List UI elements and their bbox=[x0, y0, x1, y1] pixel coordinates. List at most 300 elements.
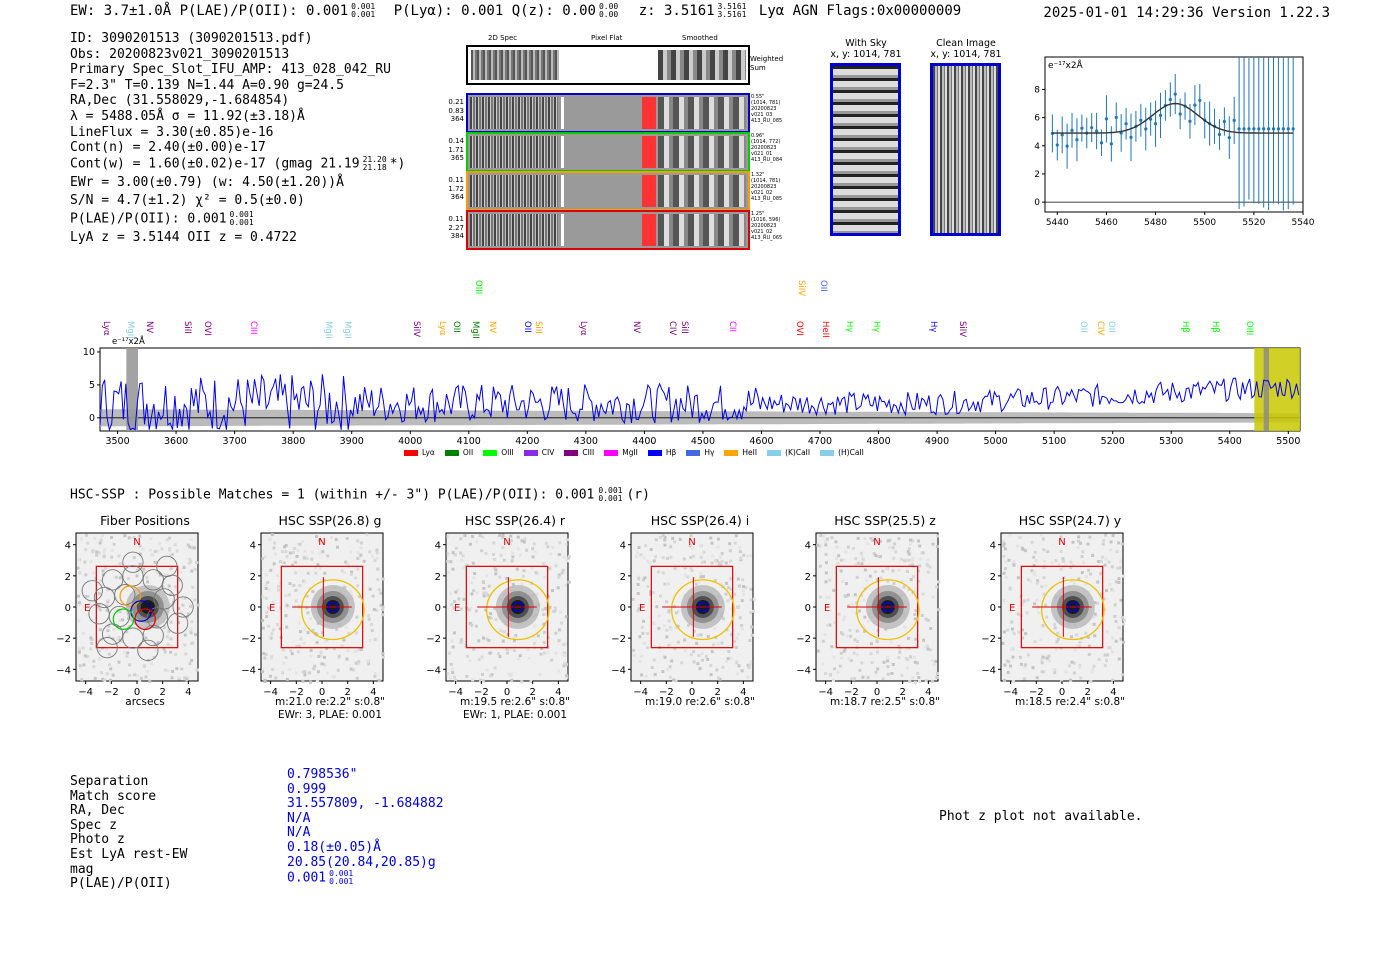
hsc-title bbox=[70, 487, 650, 503]
cutout-info: 20200823 bbox=[751, 106, 777, 112]
hsc-panel-caption-5: m:18.7 re:2.5" s:0.8" bbox=[830, 696, 940, 708]
hsc-panel-caption-2: m:21.0 re:2.2" s:0.8" bbox=[275, 696, 385, 708]
hsc-ytick: −4 bbox=[241, 665, 256, 677]
legend-item bbox=[604, 448, 638, 457]
info-plae: P(LAE)/P(OII): 0.001 bbox=[70, 211, 227, 227]
line-label-text: OII bbox=[1106, 321, 1116, 333]
with-sky-image bbox=[830, 63, 901, 236]
header-plya-qz: P(Lyα): 0.001 Q(z): 0.00 bbox=[393, 3, 596, 19]
cutout-gap-4 bbox=[561, 214, 564, 246]
hsc-panel-6 bbox=[975, 530, 1135, 710]
hsc-ytick: −2 bbox=[981, 634, 996, 646]
line-label-text: SiIV bbox=[796, 280, 806, 297]
line-label-text: SiIV bbox=[411, 321, 421, 338]
line-label-text: SiII bbox=[182, 321, 192, 334]
hsc-xtick: −2 bbox=[658, 687, 674, 698]
spectrum-xtick: 3900 bbox=[339, 436, 364, 447]
line-label-text: CIII bbox=[248, 321, 258, 335]
hsc-ytick: −4 bbox=[981, 665, 996, 677]
line-label-text: OIII bbox=[1244, 321, 1254, 336]
hsc-xtick: −4 bbox=[818, 687, 834, 698]
cutout-smoothed-4 bbox=[658, 214, 746, 246]
legend-item bbox=[686, 448, 714, 457]
legend-label: (K)CaII bbox=[785, 448, 811, 457]
match-label: RA, Dec bbox=[70, 803, 125, 819]
fit-ytick: 0 bbox=[1034, 198, 1040, 209]
hsc-ytick: 4 bbox=[434, 540, 441, 552]
spectrum-xtick: 4900 bbox=[924, 436, 950, 447]
cutout-info: 413_RU_085 bbox=[751, 118, 783, 124]
hsc-title-bounds bbox=[598, 487, 622, 503]
line-label-text: OVI bbox=[794, 321, 804, 336]
legend-label: CIV bbox=[541, 448, 555, 457]
legend-swatch bbox=[724, 450, 738, 456]
info-id: ID: 3090201513 (3090201513.pdf) bbox=[70, 31, 313, 46]
hsc-xtick: 2 bbox=[529, 687, 536, 698]
line-label-text: MgII bbox=[470, 321, 480, 339]
spectrum-xtick: 5300 bbox=[1159, 436, 1184, 447]
hsc-xtick: −4 bbox=[1003, 687, 1019, 698]
spectrum-xtick: 4300 bbox=[573, 436, 598, 447]
spectrum-ytick: 5 bbox=[88, 379, 95, 391]
hsc-xtick: 4 bbox=[740, 687, 747, 698]
clean-image-coords: x, y: 1014, 781 bbox=[930, 49, 1002, 60]
header-qz-bounds bbox=[599, 3, 618, 19]
cutout-info: (1014, 781) bbox=[751, 100, 781, 106]
qz-lo: 0.00 bbox=[598, 10, 619, 19]
spectrum-ylabel: e⁻¹⁷x2Å bbox=[112, 337, 145, 347]
line-label bbox=[818, 280, 830, 316]
hsc-title-text: HSC-SSP : Possible Matches = 1 (within +/- 3") P(LAE)/P(OII): 0.001 bbox=[70, 487, 595, 503]
header-plae-bounds bbox=[351, 3, 375, 19]
detection-info bbox=[70, 31, 405, 245]
hsc-ytick: 0 bbox=[989, 603, 996, 614]
line-label-text: SiII bbox=[679, 321, 689, 334]
hsc-xtick: −2 bbox=[103, 687, 119, 698]
hsc-ytick: −2 bbox=[796, 634, 811, 646]
match-label: Spec z bbox=[70, 817, 117, 833]
hsc-xtick: 4 bbox=[555, 687, 562, 698]
info-primary: Primary Spec_Slot_IFU_AMP: 413_028_042_RU bbox=[70, 62, 391, 78]
hsc-xtick: 0 bbox=[1058, 687, 1066, 698]
line-label-text: SiII bbox=[533, 321, 543, 334]
hsc-ytick: 0 bbox=[619, 603, 626, 614]
weighted-sum-label: Weighted Sum bbox=[750, 55, 784, 72]
cutout-row-4 bbox=[466, 210, 750, 250]
cutout-gap-1 bbox=[561, 97, 564, 129]
header-datetime: 2025-01-01 14:29:36 Version 1.22.3 bbox=[1043, 5, 1330, 21]
spectrum-xtick: 5400 bbox=[1217, 436, 1242, 447]
hsc-xtick: 4 bbox=[1110, 687, 1117, 698]
fit-ytick: 2 bbox=[1034, 169, 1040, 180]
cutout-right-info-3 bbox=[751, 172, 796, 202]
cutout-gap-2 bbox=[561, 136, 564, 168]
hsc-ytick: 0 bbox=[64, 603, 71, 614]
info-sn: S/N = 4.7(±1.2) χ² = 0.5(±0.0) bbox=[70, 192, 305, 208]
cutout-info: 0.55" bbox=[751, 94, 765, 100]
cutout-2dspec-1 bbox=[470, 97, 558, 129]
with-sky-coords: x, y: 1014, 781 bbox=[830, 49, 902, 60]
hsc-ytick: −2 bbox=[241, 634, 256, 646]
north-label: N bbox=[688, 537, 696, 548]
spectrum-legend bbox=[404, 448, 874, 457]
info-fwhm: F=2.3" T=0.139 N=1.44 A=0.90 g=24.5 bbox=[70, 77, 344, 93]
cutout-stat: 384 bbox=[450, 232, 464, 240]
legend-item bbox=[445, 448, 473, 457]
hsc-ytick: 2 bbox=[249, 571, 256, 583]
cutout-flat-mask-4 bbox=[642, 214, 656, 246]
cutout-info: v021_02 bbox=[751, 190, 773, 196]
legend-swatch bbox=[686, 450, 700, 456]
clean-image-header bbox=[926, 38, 1006, 60]
hsc-ytick: 4 bbox=[249, 540, 256, 552]
hsc-ytick: 0 bbox=[249, 603, 256, 614]
line-label bbox=[796, 280, 808, 316]
fit-ytick: 8 bbox=[1034, 85, 1040, 96]
hsc-xtick: 2 bbox=[714, 687, 721, 698]
fit-plot-ylabel: e⁻¹⁷x2Å bbox=[1048, 61, 1083, 71]
hsc-panel-title-2: HSC SSP(26.8) g bbox=[278, 513, 382, 528]
cutout-right-info-2 bbox=[751, 133, 796, 163]
cutout-info: (1014, 781) bbox=[751, 178, 781, 184]
fit-xtick: 5480 bbox=[1144, 218, 1168, 228]
match-plae-hi: 0.001 bbox=[329, 869, 354, 879]
fit-ytick: 6 bbox=[1034, 113, 1040, 124]
spectrum-xtick: 3600 bbox=[164, 436, 189, 447]
legend-label: OIII bbox=[501, 448, 514, 457]
plae-lo: 0.001 bbox=[351, 10, 376, 19]
line-label-text: Hγ bbox=[871, 321, 881, 333]
hsc-xtick: −4 bbox=[633, 687, 649, 698]
hsc-xtick: −4 bbox=[78, 687, 94, 698]
spectrum-xtick: 4400 bbox=[632, 436, 657, 447]
match-value: 20.85(20.84,20.85)g bbox=[287, 854, 436, 870]
match-value: 31.557809, -1.684882 bbox=[287, 796, 444, 812]
cutout-panel bbox=[448, 33, 784, 255]
z-hi: 3.5161 bbox=[717, 2, 747, 11]
cutout-info: 413_RU_065 bbox=[751, 235, 783, 241]
cutout-info: v021_01 bbox=[751, 151, 773, 157]
info-ewr: EWr = 3.00(±0.79) (w: 4.50(±1.20))Å bbox=[70, 174, 344, 190]
hsc-ytick: 2 bbox=[989, 571, 996, 583]
fit-xtick: 5500 bbox=[1193, 218, 1217, 228]
cutout-info: 20200823 bbox=[751, 223, 777, 229]
north-label: N bbox=[503, 537, 511, 548]
legend-swatch bbox=[445, 450, 459, 456]
line-label-text: Lyα bbox=[101, 321, 111, 336]
hsc-xtick: −4 bbox=[263, 687, 279, 698]
cutout-info: 413_RU_085 bbox=[751, 196, 783, 202]
plae-hi: 0.001 bbox=[351, 2, 376, 11]
legend-item bbox=[483, 448, 514, 457]
east-label: E bbox=[269, 603, 276, 614]
spectrum-xtick: 5200 bbox=[1100, 436, 1125, 447]
cutout-flat-mask-2 bbox=[642, 136, 656, 168]
cutout-info: 413_RU_084 bbox=[751, 157, 783, 163]
legend-label: HeII bbox=[742, 448, 758, 457]
hsc-ytick: 4 bbox=[989, 540, 996, 552]
cutout-info: v021_03 bbox=[751, 112, 773, 118]
info-lineflux: LineFlux = 3.30(±0.85)e-16 bbox=[70, 124, 274, 140]
legend-label: Hβ bbox=[665, 448, 677, 457]
legend-swatch bbox=[524, 450, 538, 456]
cutout-stat: 364 bbox=[450, 193, 464, 201]
line-label-text: OII bbox=[451, 321, 461, 333]
cutout-stat: 365 bbox=[450, 154, 464, 162]
legend-item bbox=[820, 448, 864, 457]
line-label-text: NV bbox=[487, 321, 497, 334]
full-spectrum-plot bbox=[70, 338, 1310, 463]
header-summary bbox=[70, 3, 961, 19]
cutout-left-stats-2 bbox=[444, 137, 464, 163]
hsc-panel-title-4: HSC SSP(26.4) i bbox=[650, 513, 750, 528]
qz-hi: 0.00 bbox=[598, 2, 619, 11]
match-value: 0.798536" bbox=[287, 767, 358, 782]
cutout-stat: 2.27 bbox=[448, 223, 464, 232]
legend-label: Hγ bbox=[704, 448, 715, 457]
line-label-text: CIV bbox=[667, 321, 677, 336]
legend-label: MgII bbox=[622, 448, 638, 457]
match-table-values bbox=[287, 768, 444, 886]
info-contn: Cont(n) = 2.40(±0.00)e-17 bbox=[70, 140, 266, 156]
cutout-flat-mask-1 bbox=[642, 97, 656, 129]
spectrum-xtick: 3500 bbox=[105, 436, 130, 447]
legend-label: OII bbox=[462, 448, 474, 457]
info-contw-row bbox=[70, 156, 405, 175]
hsc-xtick: −2 bbox=[843, 687, 859, 698]
hsc-panel-title-3: HSC SSP(26.4) r bbox=[464, 513, 566, 528]
cutout-stat: 0.21 bbox=[448, 98, 464, 106]
spectrum-xtick: 4000 bbox=[398, 436, 423, 447]
hsc-xtick: 2 bbox=[899, 687, 906, 698]
cutout-title-2dspec: 2D Spec bbox=[488, 34, 518, 42]
spectrum-xtick: 3800 bbox=[281, 436, 306, 447]
cutout-2dspec-3 bbox=[470, 175, 558, 207]
hsc-xtick: 0 bbox=[318, 687, 326, 698]
hsc-xtick: 2 bbox=[344, 687, 351, 698]
match-label: mag bbox=[70, 861, 94, 877]
match-value: 0.999 bbox=[287, 781, 327, 797]
spectrum-xtick: 3700 bbox=[222, 436, 247, 447]
legend-swatch bbox=[604, 450, 618, 456]
info-contw: Cont(w) = 1.60(±0.02)e-17 (gmag 21.19 bbox=[70, 156, 360, 172]
fit-xtick: 5540 bbox=[1291, 218, 1315, 228]
fit-xtick: 5440 bbox=[1045, 218, 1069, 228]
hsc-ytick: 4 bbox=[64, 540, 71, 552]
cutout-row-2 bbox=[466, 132, 750, 172]
clean-image-title: Clean Image bbox=[936, 38, 996, 49]
match-value: N/A bbox=[287, 825, 311, 841]
match-plae-bounds bbox=[329, 870, 353, 886]
cutout-title-smoothed: Smoothed bbox=[682, 34, 718, 42]
hsc-panel-title-5: HSC SSP(25.5) z bbox=[834, 513, 936, 528]
line-label-text: Hγ bbox=[844, 321, 854, 333]
hsc-ytick: 4 bbox=[804, 540, 811, 552]
legend-item bbox=[404, 448, 435, 457]
match-label: Est LyA rest-EW bbox=[70, 846, 188, 862]
info-gmag-bounds bbox=[363, 156, 387, 172]
line-label-text: OII bbox=[522, 321, 532, 333]
north-label: N bbox=[318, 537, 326, 548]
with-sky-header bbox=[826, 38, 906, 60]
match-label: Separation bbox=[70, 774, 149, 789]
line-fit-plot bbox=[1030, 55, 1315, 230]
spectrum-ytick: 0 bbox=[88, 412, 95, 424]
east-label: E bbox=[454, 603, 461, 614]
legend-item bbox=[724, 448, 757, 457]
spectrum-xtick: 4100 bbox=[456, 436, 481, 447]
hsc-ytick: 4 bbox=[619, 540, 626, 552]
header-z: z: 3.5161 bbox=[638, 3, 715, 19]
info-contw-tail: *) bbox=[389, 156, 406, 172]
cutout-left-stats-3 bbox=[444, 176, 464, 202]
hsc-hi: 0.001 bbox=[598, 486, 623, 495]
hsc-ytick: 2 bbox=[804, 571, 811, 583]
hsc-xtick: 0 bbox=[688, 687, 696, 698]
hsc-panel-caption-6: m:18.5 re:2.4" s:0.8" bbox=[1015, 696, 1125, 708]
hsc-ytick: −4 bbox=[426, 665, 441, 677]
line-label-text: OII bbox=[818, 280, 828, 292]
weighted-2d bbox=[471, 50, 559, 80]
line-label-text: OVI bbox=[202, 321, 212, 336]
hsc-lo: 0.001 bbox=[598, 494, 623, 503]
hsc-xtick: 2 bbox=[159, 687, 166, 698]
cutout-stat: 0.11 bbox=[448, 176, 464, 184]
legend-swatch bbox=[648, 450, 662, 456]
match-label: Photo z bbox=[70, 832, 125, 848]
line-label-text: OIII bbox=[473, 280, 483, 295]
fit-xtick: 5460 bbox=[1094, 218, 1118, 228]
match-value: 0.18(±0.05)Å bbox=[287, 839, 381, 855]
hsc-ytick: 0 bbox=[804, 603, 811, 614]
east-label: E bbox=[824, 603, 831, 614]
legend-swatch bbox=[820, 450, 834, 456]
line-label-text: MgII bbox=[323, 321, 333, 339]
hsc-xtick: 4 bbox=[370, 687, 377, 698]
legend-item bbox=[648, 448, 676, 457]
hsc-panel-1 bbox=[50, 530, 210, 710]
cutout-stat: 0.11 bbox=[448, 215, 464, 223]
match-label: Match score bbox=[70, 788, 157, 804]
legend-item bbox=[767, 448, 810, 457]
fit-xtick: 5520 bbox=[1242, 218, 1266, 228]
clean-image bbox=[930, 63, 1001, 236]
match-value: N/A bbox=[287, 810, 311, 826]
legend-label: CIII bbox=[582, 448, 595, 457]
cutout-info: 20200823 bbox=[751, 145, 777, 151]
match-table-labels bbox=[70, 775, 187, 892]
line-label-text: Lyα bbox=[437, 321, 447, 336]
cutout-info: (1016, 596) bbox=[751, 217, 781, 223]
hsc-panel-caption-1: arcsecs bbox=[125, 696, 165, 708]
cutout-smoothed-1 bbox=[658, 97, 746, 129]
east-label: E bbox=[1009, 603, 1016, 614]
legend-item bbox=[564, 448, 594, 457]
legend-label: Lyα bbox=[422, 448, 435, 457]
line-label-text: Hβ bbox=[1210, 321, 1220, 333]
cutout-info: 1.32" bbox=[751, 172, 765, 178]
photz-note: Phot z plot not available. bbox=[939, 809, 1143, 824]
hsc-ytick: −4 bbox=[796, 665, 811, 677]
line-label-text: Hβ bbox=[1180, 321, 1190, 333]
info-obs: Obs: 20200823v021_3090201513 bbox=[70, 46, 290, 62]
cutout-info: 0.96" bbox=[751, 133, 765, 139]
hsc-ytick: 2 bbox=[64, 571, 71, 583]
hsc-xtick: 0 bbox=[873, 687, 881, 698]
cutout-row-1 bbox=[466, 93, 750, 133]
spectrum-xtick: 5000 bbox=[983, 436, 1008, 447]
hsc-xtick: 2 bbox=[1084, 687, 1091, 698]
info-plae-lo: 0.001 bbox=[229, 217, 254, 227]
hsc-xtick: −4 bbox=[448, 687, 464, 698]
north-label: N bbox=[873, 537, 881, 548]
cutout-info: 1.25" bbox=[751, 211, 765, 217]
cutout-stat: 1.71 bbox=[448, 145, 464, 154]
cutout-right-info-4 bbox=[751, 211, 796, 241]
hsc-panel-3 bbox=[420, 530, 580, 710]
legend-label: (H)CaII bbox=[838, 448, 864, 457]
legend-swatch bbox=[483, 450, 497, 456]
line-label-text: MgII bbox=[342, 321, 352, 339]
cutout-gap-3 bbox=[561, 175, 564, 207]
hsc-panel-5 bbox=[790, 530, 950, 710]
spectrum-xtick: 5500 bbox=[1276, 436, 1301, 447]
line-label-text: Lyα bbox=[578, 321, 588, 336]
cutout-info: (1014, 772) bbox=[751, 139, 781, 145]
gmag-lo: 21.18 bbox=[362, 162, 387, 172]
match-label: P(LAE)/P(OII) bbox=[70, 876, 172, 892]
legend-swatch bbox=[564, 450, 578, 456]
cutout-flat-mask-3 bbox=[642, 175, 656, 207]
line-label-text: NV bbox=[631, 321, 641, 334]
line-label-text: SiIV bbox=[957, 321, 967, 338]
cutout-stat: 1.72 bbox=[448, 184, 464, 193]
hsc-panel-4 bbox=[605, 530, 765, 710]
spectrum-xtick: 5100 bbox=[1042, 436, 1067, 447]
north-label: N bbox=[1058, 537, 1066, 548]
cutout-info: v021_02 bbox=[751, 229, 773, 235]
spectrum-xtick: 4500 bbox=[690, 436, 716, 447]
line-label-text: OII bbox=[1078, 321, 1088, 333]
hsc-xtick: 4 bbox=[185, 687, 192, 698]
cutout-2dspec-2 bbox=[470, 136, 558, 168]
hsc-ytick: −4 bbox=[56, 665, 71, 677]
hsc-panel-caption2-2: EWr: 3, PLAE: 0.001 bbox=[277, 709, 383, 721]
info-lambda: λ = 5488.05Å σ = 11.92(±3.18)Å bbox=[70, 108, 305, 124]
legend-swatch bbox=[767, 450, 781, 456]
fit-ytick: 4 bbox=[1034, 141, 1040, 152]
line-label-text: CII bbox=[727, 321, 737, 332]
info-lyaz: LyA z = 3.5144 OII z = 0.4722 bbox=[70, 229, 297, 245]
hsc-panel-title-6: HSC SSP(24.7) y bbox=[1018, 513, 1122, 528]
header-z-bounds bbox=[718, 3, 747, 19]
spectrum-ytick: 10 bbox=[82, 346, 95, 358]
line-label-text: CIV bbox=[1095, 321, 1105, 336]
cutout-smoothed-3 bbox=[658, 175, 746, 207]
hsc-ytick: 0 bbox=[434, 603, 441, 614]
cutout-right-info-1 bbox=[751, 94, 796, 124]
info-plae-row bbox=[70, 211, 405, 230]
hsc-ytick: 2 bbox=[434, 571, 441, 583]
info-plae-hi: 0.001 bbox=[229, 209, 254, 219]
hsc-xtick: 0 bbox=[503, 687, 511, 698]
cutout-left-stats-4 bbox=[444, 215, 464, 241]
weighted-sum-stamp bbox=[466, 45, 750, 85]
line-label-text: MgII bbox=[125, 321, 135, 339]
hsc-xtick: 0 bbox=[133, 687, 141, 698]
match-plae-lo: 0.001 bbox=[329, 877, 354, 887]
cutout-stat: 0.14 bbox=[448, 137, 464, 145]
